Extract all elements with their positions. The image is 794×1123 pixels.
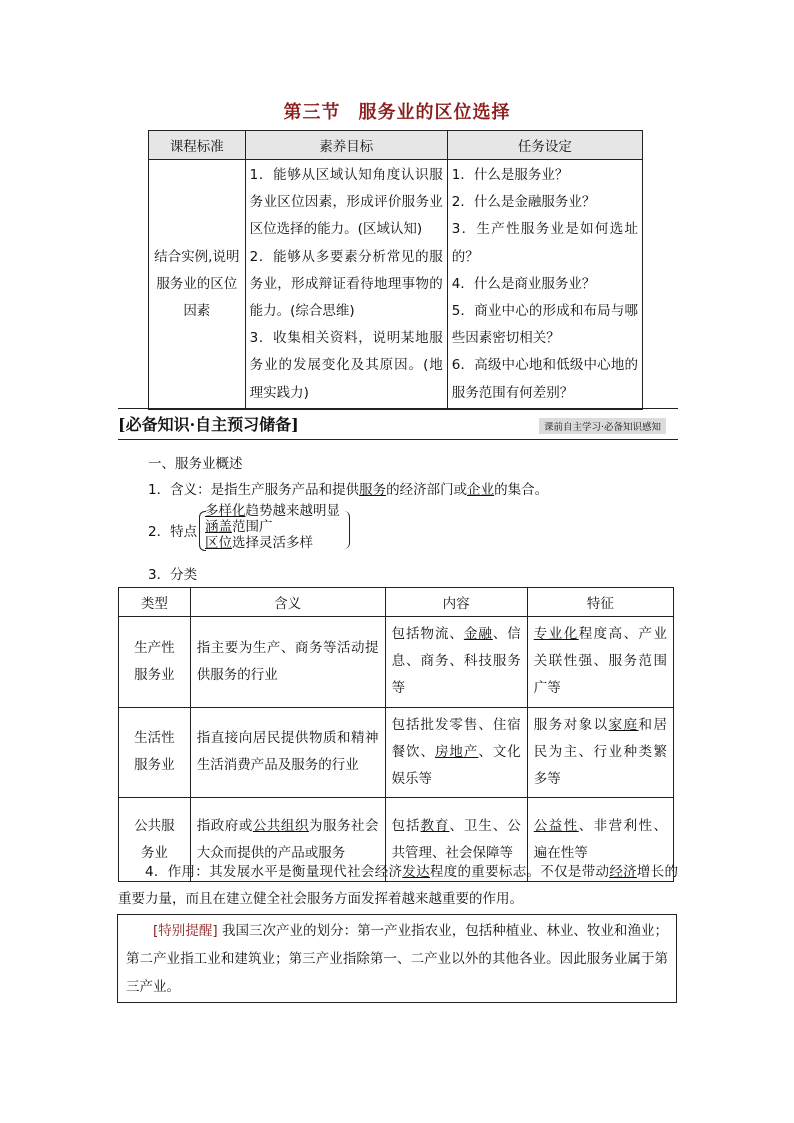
standards-body-row: [149, 160, 643, 410]
overview-heading: 一、服务业概述: [148, 456, 243, 472]
meaning-cell: 指主要为生产、商务等活动提供服务的行业: [196, 639, 379, 683]
course-standard-text: 结合实例,说明服务业的区位因素: [154, 248, 240, 320]
feature-list: [205, 503, 340, 551]
goal-item: 3．收集相关资料，说明某地服务业的发展变化及其原因。(地理实践力): [249, 330, 443, 401]
classification-table: [118, 587, 674, 882]
feature-item: 涵盖范围广: [205, 519, 273, 535]
standards-table: [148, 130, 643, 410]
section-number: 第三节: [283, 102, 341, 123]
task-item: 6．高级中心地和低级中心地的服务范围有何差别？: [451, 357, 638, 401]
task-item: 2．什么是金融服务业？: [451, 194, 596, 211]
section-name: 服务业的区位选择: [358, 102, 511, 123]
header-standard: 课程标准: [149, 131, 246, 160]
table-row: [119, 617, 674, 708]
meaning-cell: 指政府或公共组织为服务社会大众而提供的产品或服务: [196, 817, 379, 861]
header-type: 类型: [119, 588, 191, 617]
meaning-line: 1．含义：是指生产服务产品和提供服务的经济部门或企业的集合。: [148, 482, 549, 498]
type-cell: 生产性服务业: [134, 639, 175, 683]
classification-header-row: [119, 588, 674, 617]
special-reminder-box: [117, 914, 677, 1003]
effect-paragraph: 4．作用：其发展水平是衡量现代社会经济发达程度的重要标志。不仅是带动经济增长的重要力量，而且在建立健全社会服务方面发挥着越来越重要的作用。: [118, 864, 679, 907]
content-cell: 包括教育、卫生、公共管理、社会保障等: [391, 817, 521, 861]
task-item: 1．什么是服务业？: [451, 167, 569, 183]
content-cell: 包括物流、金融、信息、商务、科技服务等: [391, 626, 521, 697]
right-bracket-icon: [343, 511, 350, 549]
special-reminder-label: [特别提醒]: [153, 923, 218, 939]
course-standard-cell: [149, 160, 246, 410]
task-item: 5．商业中心的形成和布局与哪些因素密切相关？: [451, 303, 638, 347]
feature-label: 2．特点: [148, 524, 198, 540]
feature-cell: 公益性、非营利性、遍在性等: [533, 817, 668, 861]
banner-tag: 课前自主学习·必备知识感知: [539, 418, 666, 434]
task-item: 4．什么是商业服务业？: [451, 275, 596, 292]
meaning-cell: 指直接向居民提供物质和精神生活消费产品及服务的行业: [196, 730, 379, 774]
table-row: [119, 707, 674, 798]
content-cell: 包括批发零售、住宿餐饮、房地产、文化娱乐等: [391, 716, 521, 788]
feature-item: 多样化趋势越来越明显: [205, 503, 340, 519]
banner-title: [必备知识·自主预习储备]: [118, 415, 299, 434]
goals-cell: [245, 160, 447, 410]
header-goals: 素养目标: [245, 131, 447, 160]
classify-label: 3．分类: [148, 567, 198, 583]
goal-item: 2．能够从多要素分析常见的服务业，形成辩证看待地理事物的能力。(综合思维): [249, 248, 443, 320]
standards-header-row: [149, 131, 643, 160]
tasks-cell: [447, 160, 642, 410]
feature-cell: 专业化程度高、产业关联性强、服务范围广等: [533, 626, 668, 697]
feature-item: 区位选择灵活多样: [205, 535, 313, 551]
task-item: 3．生产性服务业是如何选址的？: [451, 221, 638, 265]
type-cell: 公共服务业: [134, 817, 175, 861]
section-banner: [118, 408, 678, 440]
header-content: 内容: [385, 588, 527, 617]
goal-item: 1．能够从区域认知角度认识服务业区位因素，形成评价服务业区位选择的能力。(区域认知): [249, 167, 443, 238]
special-reminder-text: 我国三次产业的划分：第一产业指农业，包括种植业、林业、牧业和渔业；第二产业指工业和建筑业；第三产业指除第一、二产业以外的其他各业。因此服务业属于第三产业。: [126, 923, 668, 995]
header-meaning: 含义: [190, 588, 385, 617]
feature-cell: 服务对象以家庭和居民为主、行业种类繁多等: [533, 716, 668, 788]
type-cell: 生活性服务业: [134, 730, 175, 774]
header-tasks: 任务设定: [447, 131, 642, 160]
page-title: [0, 98, 794, 124]
header-feature: 特征: [527, 588, 673, 617]
